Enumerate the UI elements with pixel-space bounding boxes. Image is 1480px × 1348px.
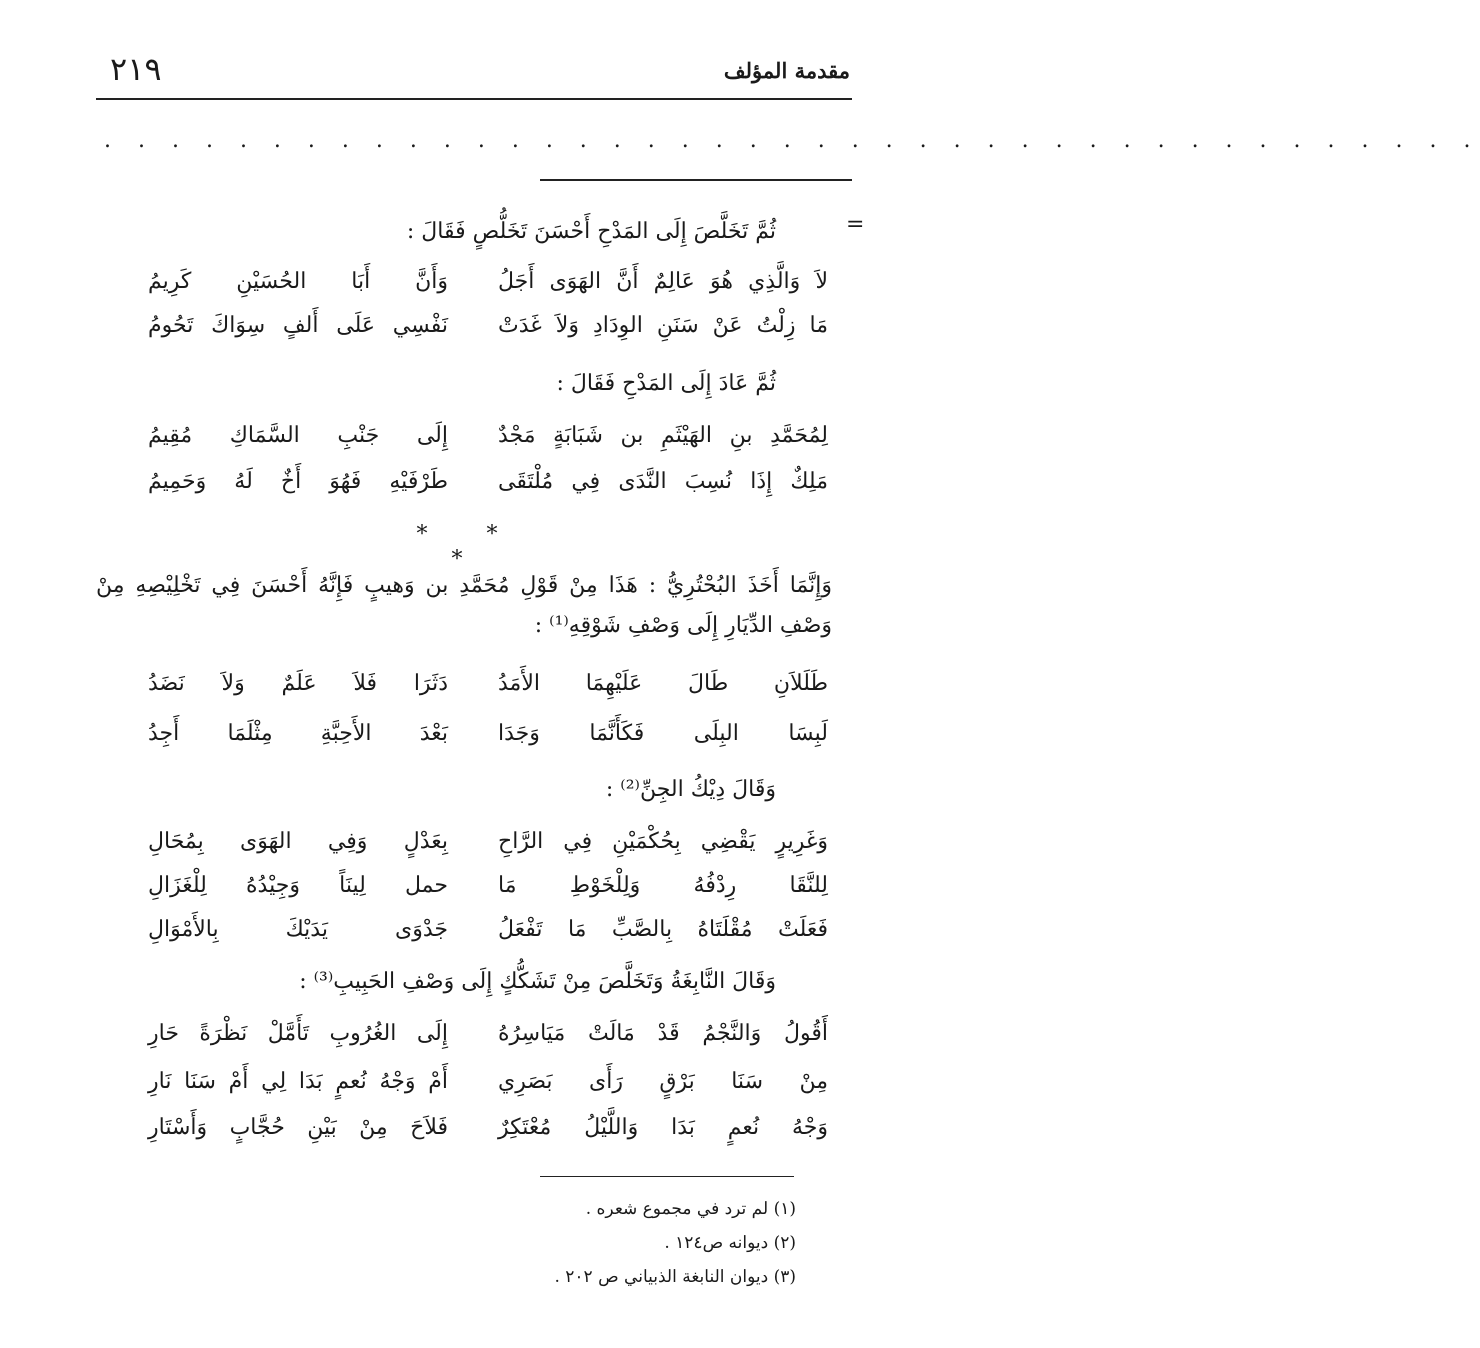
ellipsis-line: . . . . . . . . . . . . . . . . . . . . . . . . . . . . . . . . . . . . . . . . . <box>104 128 1480 153</box>
footnote: (١) لم ترد في مجموع شعره . <box>585 1199 796 1219</box>
verse-first-hemistich: لَبِسَا البِلَى فَكَأَنَّمَا وَجَدَا <box>498 721 828 746</box>
intro-line: ثُمَّ عَادَ إِلَى المَدْحِ فَقَالَ : <box>556 371 776 396</box>
verse-first-hemistich: فَعَلَتْ مُقْلَتَاهُ بِالصَّبِّ مَا تَفْعَلُ <box>498 917 828 942</box>
verse-second-hemistich: إِلَى جَنْبِ السَّمَاكِ مُقِيمُ <box>148 423 448 448</box>
verse-line <box>148 1062 828 1102</box>
verse-first-hemistich: وَغَرِيرٍ يَقْضِي بِحُكْمَيْنِ فِي الرَّاحِ <box>498 829 828 854</box>
continuation-mark: = <box>846 212 865 237</box>
verse-first-hemistich: مَلِكٌ إِذَا نُسِبَ النَّدَى فِي مُلْتَقَى <box>498 469 828 494</box>
verse-first-hemistich: وَجْهُ نُعمٍ بَدَا وَاللَّيْلُ مُعْتَكِرٌ <box>498 1115 828 1140</box>
verse-first-hemistich: لِمُحَمَّدِ بنِ الهَيْثَمِ بن شَبَابَةٍ مَجْدٌ <box>498 423 828 448</box>
verse-first-hemistich: لاَ وَالَّذِي هُوَ عَالِمٌ أَنَّ الهَوَى أَجَلُ <box>498 269 828 294</box>
verse-second-hemistich: وَأَنَّ أَبَا الحُسَيْنِ كَرِيمُ <box>148 269 448 294</box>
verse-first-hemistich: طَلَلاَنِ طَالَ عَلَيْهِمَا الأَمَدُ <box>498 671 828 696</box>
footnote-rule <box>540 1176 794 1177</box>
verse-line <box>148 1108 828 1148</box>
intro-line: وَقَالَ النَّابِغَةُ وَتَخَلَّصَ مِنْ تَشَكُّكٍ إِلَى وَصْفِ الحَبِيبِ⁽³⁾ : <box>299 969 776 994</box>
running-title: مقدمة المؤلف <box>723 58 850 83</box>
intro-line: ثُمَّ تَخَلَّصَ إِلَى المَدْحِ أَحْسَنَ تَخَلُّصٍ فَقَالَ : <box>406 219 776 244</box>
page-header <box>96 50 852 100</box>
verse-first-hemistich: لِلنَّقَا رِدْفُهُ وَلِلْخَوْطِ مَا <box>498 873 828 898</box>
verse-line <box>148 664 828 704</box>
prose-paragraph: وَإِنَّمَا أَخَذَ البُحْتُرِيُّ : هَذَا مِنْ قَوْلِ مُحَمَّدِ بن وَهيبٍ فَإِنَّهُ أَحْسَنَ فِي تَخْلِيْصِهِ مِنْ وَصْفِ الدِّيَارِ إِلَى وَصْفِ شَوْقِهِ⁽¹⁾ : <box>96 573 833 638</box>
page-number: ٢١٩ <box>110 50 162 88</box>
intro-line: وَقَالَ دِيْكُ الجِنِّ⁽²⁾ : <box>605 777 776 802</box>
verse-second-hemistich: فَلاَحَ مِنْ بَيْنِ حُجَّابٍ وَأَسْتَارِ <box>148 1115 448 1140</box>
verse-line <box>148 262 828 302</box>
verse-first-hemistich: أَقُولُ وَالنَّجْمُ قَدْ مَالَتْ مَيَاسِرُهُ <box>498 1021 828 1046</box>
verse-line <box>148 910 828 950</box>
verse-first-hemistich: مَا زِلْتُ عَنْ سَنَنِ الوِدَادِ وَلاَ غَدَتْ <box>498 313 828 338</box>
verse-line <box>148 462 828 502</box>
verse-second-hemistich: أَمْ وَجْهُ نُعمٍ بَدَا لِي أَمْ سَنَا نَارِ <box>148 1069 448 1094</box>
verse-second-hemistich: بِعَدْلٍ وَفِي الهَوَى بِمُحَالِ <box>148 829 448 854</box>
verse-line <box>148 306 828 346</box>
verse-second-hemistich: نَفْسِي عَلَى أَلفٍ سِوَاكَ تَحُومُ <box>148 313 448 338</box>
verse-second-hemistich: طَرْفَيْهِ فَهُوَ أَخٌ لَهُ وَحَمِيمُ <box>148 469 448 494</box>
section-rule <box>540 179 852 181</box>
verse-second-hemistich: جَدْوَى يَدَيْكَ بِالأَمْوَالِ <box>148 917 448 942</box>
verse-second-hemistich: إِلَى الغُرُوبِ تَأَمَّلْ نَظْرَةً حَارِ <box>148 1021 448 1046</box>
verse-line <box>148 714 828 754</box>
footnote: (٢) ديوانه ص١٢٤ . <box>664 1233 796 1253</box>
verse-line <box>148 416 828 456</box>
verse-line <box>148 822 828 862</box>
verse-second-hemistich: بَعْدَ الأَحِبَّةِ مِثْلَمَا أَجِدُ <box>148 721 448 746</box>
footnote: (٣) ديوان النابغة الذبياني ص ٢٠٢ . <box>554 1267 796 1287</box>
verse-second-hemistich: حمل لِينَاً وَجِيْدُهُ لِلْغَزَالِ <box>148 873 448 898</box>
header-rule <box>96 98 852 100</box>
verse-second-hemistich: دَثَرَا فَلاَ عَلَمٌ وَلاَ نَضَدُ <box>148 671 448 696</box>
verse-line <box>148 866 828 906</box>
verse-first-hemistich: مِنْ سَنَا بَرْقٍ رَأَى بَصَرِي <box>498 1069 828 1094</box>
verse-line <box>148 1014 828 1054</box>
section-separator: * * * <box>416 522 524 572</box>
